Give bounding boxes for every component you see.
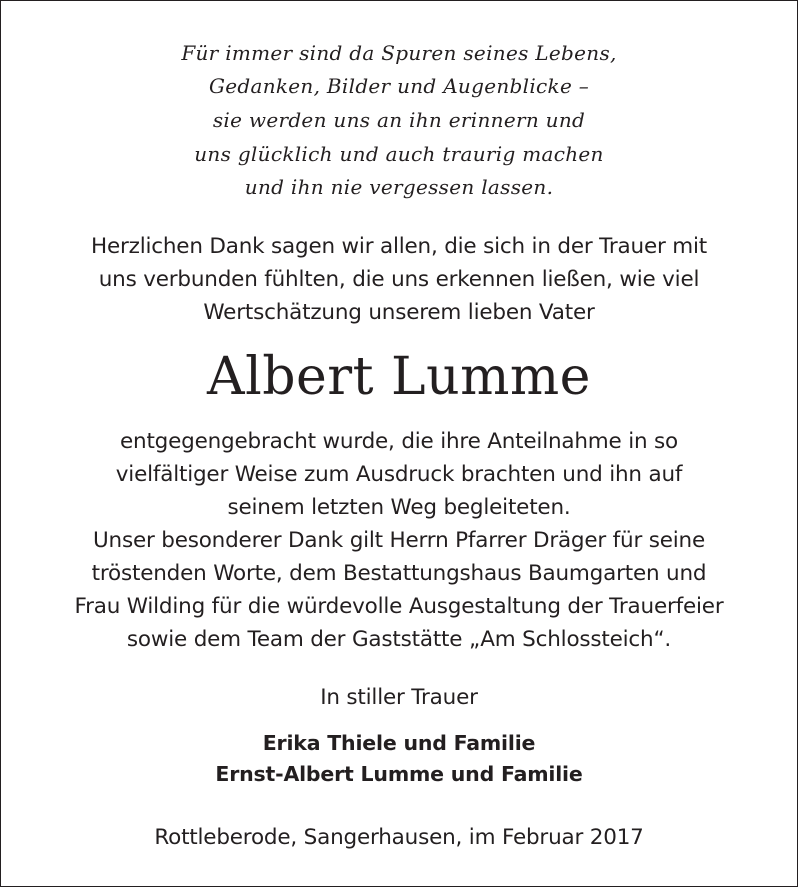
poem-line: sie werden uns an ihn erinnern und (212, 108, 586, 132)
poem-line: und ihn nie vergessen lassen. (244, 175, 554, 199)
deceased-name: Albert Lumme (207, 347, 591, 407)
poem-line: Gedanken, Bilder und Augenblicke – (208, 74, 590, 98)
thanks-line: seinem letzten Weg begleiteten. (227, 495, 571, 520)
place-date: Rottleberode, Sangerhausen, im Februar 2017 (154, 825, 644, 850)
mourning-phrase: In stiller Trauer (320, 685, 478, 710)
thanks-line: sowie dem Team der Gaststätte „Am Schlossteich“. (126, 627, 672, 652)
thanks-line: vielfältiger Weise zum Ausdruck brachten und ihn auf (115, 462, 683, 487)
family-name: Erika Thiele und Familie (262, 731, 536, 755)
family-name: Ernst-Albert Lumme und Familie (215, 762, 583, 786)
thanks-intro-line: Herzlichen Dank sagen wir allen, die sich in der Trauer mit (90, 234, 707, 259)
poem-line: uns glücklich und auch traurig machen (194, 142, 604, 166)
thanks-line: tröstenden Worte, dem Bestattungshaus Baumgarten und (91, 561, 707, 586)
thanks-intro-line: uns verbunden fühlten, die uns erkennen ließen, wie viel (98, 267, 700, 292)
thanks-line: Unser besonderer Dank gilt Herrn Pfarrer Dräger für seine (92, 528, 706, 553)
thanks-line: entgegengebracht wurde, die ihre Anteilnahme in so (120, 429, 678, 454)
thanks-line: Frau Wilding für die würdevolle Ausgestaltung der Trauerfeier (74, 594, 724, 619)
thanks-intro-line: Wertschätzung unserem lieben Vater (203, 300, 595, 325)
poem-line: Für immer sind da Spuren seines Lebens, (181, 41, 617, 65)
